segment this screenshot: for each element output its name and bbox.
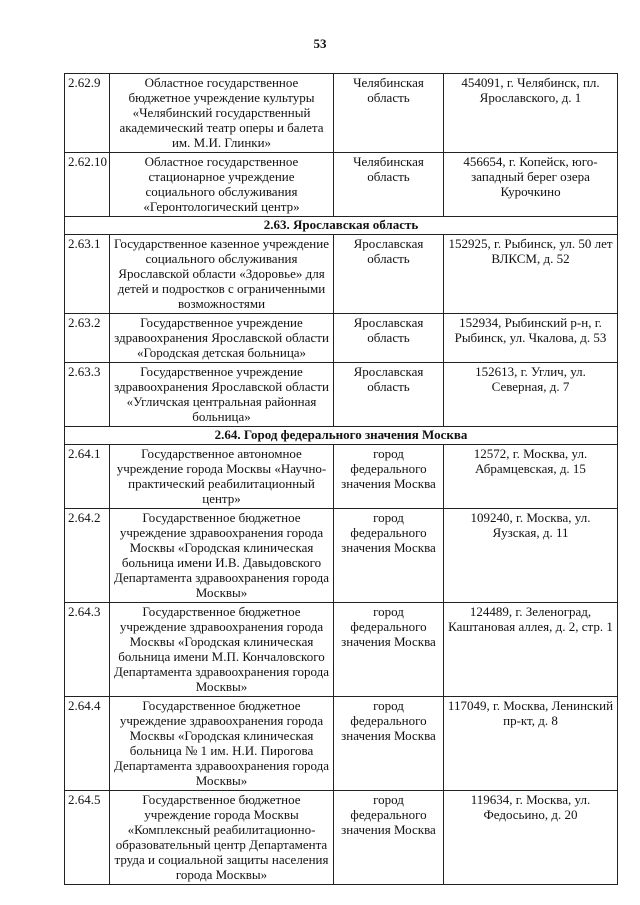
row-number: 2.64.5 [65, 791, 110, 885]
page-number: 53 [313, 36, 327, 51]
region: Ярославская область [334, 363, 444, 427]
address: 152925, г. Рыбинск, ул. 50 лет ВЛКСМ, д. 52 [444, 235, 618, 314]
institution-name: Областное государственное стационарное учреждение социального обслуживания «Геронтологический центр» [110, 153, 334, 217]
row-number: 2.63.2 [65, 314, 110, 363]
table-row [65, 74, 618, 153]
address: 109240, г. Москва, ул. Яузская, д. 11 [444, 509, 618, 603]
row-number: 2.64.1 [65, 445, 110, 509]
table-row [65, 791, 618, 885]
institution-name: Государственное бюджетное учреждение здравоохранения города Москвы «Городская клиническая больница № 1 им. Н.И. Пирогова Департамента здравоохранения города Москвы» [110, 697, 334, 791]
section-header-row [65, 217, 618, 235]
table-row [65, 445, 618, 509]
address: 152934, Рыбинский р-н, г. Рыбинск, ул. Чкалова, д. 53 [444, 314, 618, 363]
table-row [65, 314, 618, 363]
table-row [65, 603, 618, 697]
address: 454091, г. Челябинск, пл. Ярославского, д. 1 [444, 74, 618, 153]
region: Ярославская область [334, 314, 444, 363]
institutions-table [64, 73, 618, 885]
row-number: 2.62.10 [65, 153, 110, 217]
region: Ярославская область [334, 235, 444, 314]
table-row [65, 153, 618, 217]
address: 12572, г. Москва, ул. Абрамцевская, д. 15 [444, 445, 618, 509]
institution-name: Государственное учреждение здравоохранения Ярославской области «Городская детская больница» [110, 314, 334, 363]
table-row [65, 363, 618, 427]
institution-name: Областное государственное бюджетное учреждение культуры «Челябинский государственный академический театр оперы и балета им. М.И. Глинки» [110, 74, 334, 153]
institution-name: Государственное казенное учреждение социального обслуживания Ярославской области «Здоровье» для детей и подростков с ограниченными возможностями [110, 235, 334, 314]
address: 152613, г. Углич, ул. Северная, д. 7 [444, 363, 618, 427]
table-row [65, 235, 618, 314]
row-number: 2.64.4 [65, 697, 110, 791]
region: Челябинская область [334, 74, 444, 153]
address: 119634, г. Москва, ул. Федосьино, д. 20 [444, 791, 618, 885]
region: Челябинская область [334, 153, 444, 217]
institution-name: Государственное бюджетное учреждение города Москвы «Комплексный реабилитационно-образовательный центр Департамента труда и социальной защиты населения города Москвы» [110, 791, 334, 885]
section-title: 2.63. Ярославская область [65, 217, 618, 235]
institution-name: Государственное автономное учреждение города Москвы «Научно-практический реабилитационный центр» [110, 445, 334, 509]
region: город федерального значения Москва [334, 445, 444, 509]
institution-name: Государственное бюджетное учреждение здравоохранения города Москвы «Городская клиническая больница имени И.В. Давыдовского Департамента здравоохранения города Москвы» [110, 509, 334, 603]
row-number: 2.62.9 [65, 74, 110, 153]
table-row [65, 697, 618, 791]
address: 124489, г. Зеленоград, Каштановая аллея, д. 2, стр. 1 [444, 603, 618, 697]
row-number: 2.63.3 [65, 363, 110, 427]
row-number: 2.63.1 [65, 235, 110, 314]
address: 456654, г. Копейск, юго-западный берег озера Курочкино [444, 153, 618, 217]
region: город федерального значения Москва [334, 697, 444, 791]
section-header-row [65, 427, 618, 445]
table-row [65, 509, 618, 603]
section-title: 2.64. Город федерального значения Москва [65, 427, 618, 445]
institution-name: Государственное учреждение здравоохранения Ярославской области «Угличская центральная районная больница» [110, 363, 334, 427]
region: город федерального значения Москва [334, 509, 444, 603]
institution-name: Государственное бюджетное учреждение здравоохранения города Москвы «Городская клиническая больница имени М.П. Кончаловского Департамента здравоохранения города Москвы» [110, 603, 334, 697]
address: 117049, г. Москва, Ленинский пр-кт, д. 8 [444, 697, 618, 791]
region: город федерального значения Москва [334, 791, 444, 885]
row-number: 2.64.3 [65, 603, 110, 697]
region: город федерального значения Москва [334, 603, 444, 697]
row-number: 2.64.2 [65, 509, 110, 603]
